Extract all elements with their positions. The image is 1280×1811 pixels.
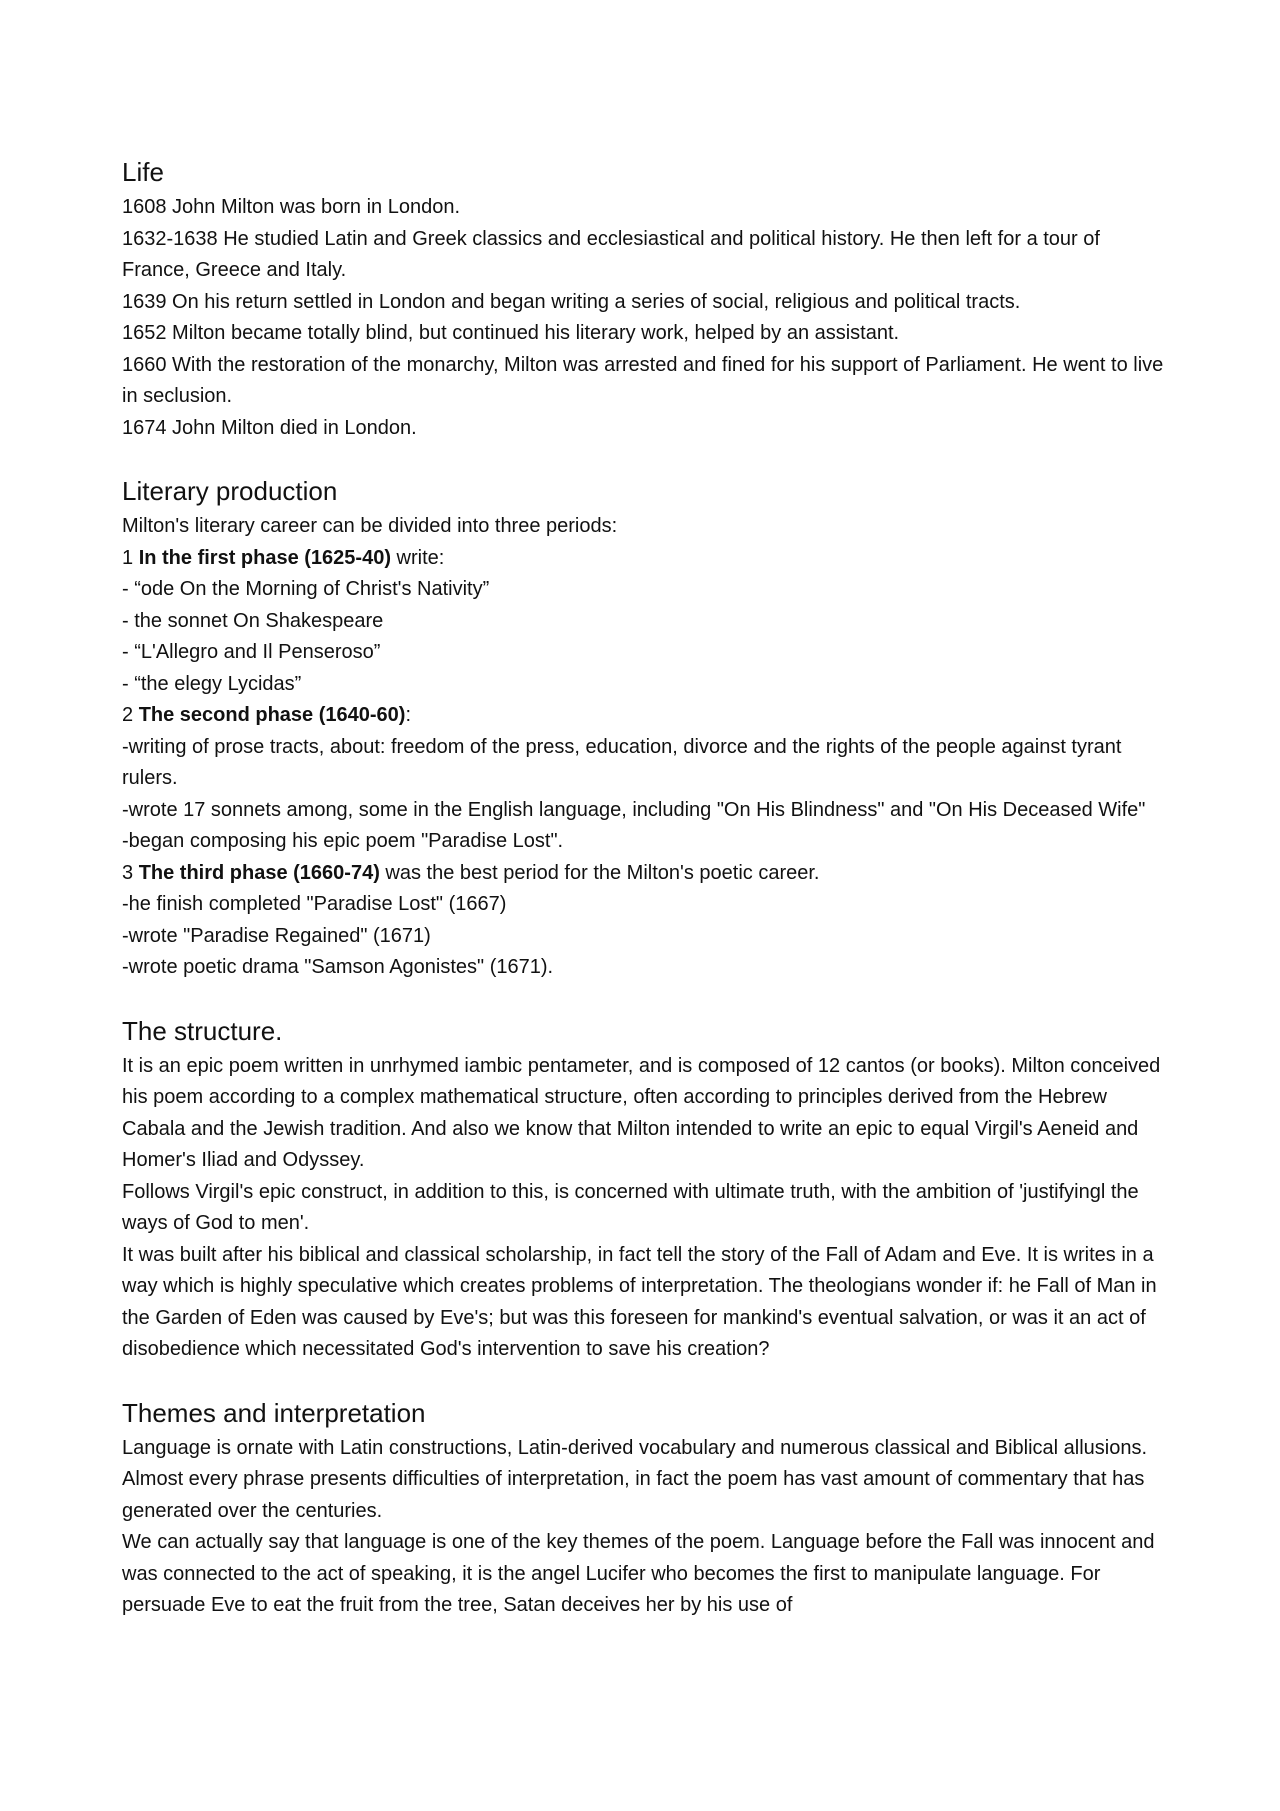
phase-3-item: -wrote poetic drama "Samson Agonistes" (1671). — [122, 956, 554, 978]
phase-2-item: -wrote 17 sonnets among, some in the English language, including "On His Blindness" and "On His Deceased Wife" — [122, 798, 1146, 821]
structure-paragraph: It is an epic poem written in unrhymed iambic pentameter, and is composed of 12 cantos (or books). Milton conceived his poem according to a complex mathematical structure, often according to principles derived from the Hebrew Cabala and the Jewish tradition. And also we know that Milton intended to write an epic to equal Virgil's Aeneid and Homer's Iliad and Odyssey. — [122, 1054, 1161, 1171]
life-entry: 1674 John Milton died in London. — [122, 416, 417, 439]
section-spacer — [122, 1366, 1172, 1393]
life-entry: 1660 With the restoration of the monarchy, Milton was arrested and fined for his support of Parliament. He went to live in seclusion. — [122, 353, 1164, 407]
phase-1-item: - the sonnet On Shakespeare — [122, 609, 384, 632]
phase-1-item: - “L'Allegro and Il Penseroso” — [122, 641, 381, 663]
life-entry: 1608 John Milton was born in London. — [122, 196, 461, 218]
section-spacer — [122, 444, 1172, 471]
phase-1-item: - “the elegy Lycidas” — [122, 672, 302, 695]
phase-3-suffix: was the best period for the Milton's poetic career. — [379, 861, 820, 884]
phase-3-item: -he finish completed "Paradise Lost" (1667) — [122, 893, 507, 915]
phase-2-item: -began composing his epic poem "Paradise Lost". — [122, 830, 564, 852]
document-page — [122, 152, 1172, 1622]
phase-1-line — [122, 543, 1172, 575]
phase-2-item: -writing of prose tracts, about: freedom of the press, education, divorce and the rights of the people against tyrant rulers. — [122, 735, 1122, 789]
phase-1-number: 1 — [122, 546, 139, 569]
section-heading-structure: The structure. — [122, 1015, 283, 1046]
phase-2-suffix: : — [405, 704, 412, 726]
phase-2-number: 2 — [122, 704, 139, 726]
phase-1-suffix: write: — [391, 546, 445, 569]
life-entry: 1632-1638 He studied Latin and Greek classics and ecclesiastical and political history. He then left for a tour of France, Greece and Italy. — [122, 227, 1100, 281]
section-heading-life: Life — [122, 157, 164, 187]
phase-3-item: -wrote "Paradise Regained" (1671) — [122, 924, 431, 947]
life-entry: 1652 Milton became totally blind, but continued his literary work, helped by an assistant. — [122, 322, 900, 344]
phase-2-line — [122, 700, 1172, 732]
section-spacer — [122, 984, 1172, 1011]
phase-2-title: The second phase (1640-60) — [138, 704, 406, 726]
phase-3-line — [122, 858, 1172, 890]
structure-paragraph: Follows Virgil's epic construct, in addition to this, is concerned with ultimate truth, with the ambition of 'justifyingl the ways of God to men'. — [122, 1180, 1139, 1234]
section-heading-themes: Themes and interpretation — [122, 1397, 426, 1428]
phase-3-title: The third phase (1660-74) — [138, 861, 380, 884]
phase-1-item: - “ode On the Morning of Christ's Nativity” — [122, 578, 490, 600]
life-entry: 1639 On his return settled in London and began writing a series of social, religious and political tracts. — [122, 290, 1021, 313]
themes-paragraph: We can actually say that language is one of the key themes of the poem. Language before the Fall was innocent and was connected to the act of speaking, it is the angel Lucifer who becomes the first to manipulate language. For persuade Eve to eat the fruit from the tree, Satan deceives her by his use of — [122, 1531, 1155, 1616]
phase-1-title: In the first phase (1625-40) — [138, 546, 391, 569]
literary-intro: Milton's literary career can be divided into three periods: — [122, 515, 618, 537]
themes-paragraph: Language is ornate with Latin constructions, Latin-derived vocabulary and numerous classical and Biblical allusions. Almost every phrase presents difficulties of interpretation, in fact the poem has vast amount of commentary that has generated over the centuries. — [122, 1436, 1148, 1522]
phase-3-number: 3 — [122, 861, 139, 884]
structure-paragraph: It was built after his biblical and classical scholarship, in fact tell the story of the Fall of Adam and Eve. It is writes in a way which is highly speculative which creates problems of interpretation. The theologians wonder if: he Fall of Man in the Garden of Eden was caused by Eve's; but was this foreseen for mankind's eventual salvation, or was it an act of disobedience which necessitated God's intervention to save his creation? — [122, 1243, 1157, 1360]
section-heading-literary-production: Literary production — [122, 476, 338, 506]
